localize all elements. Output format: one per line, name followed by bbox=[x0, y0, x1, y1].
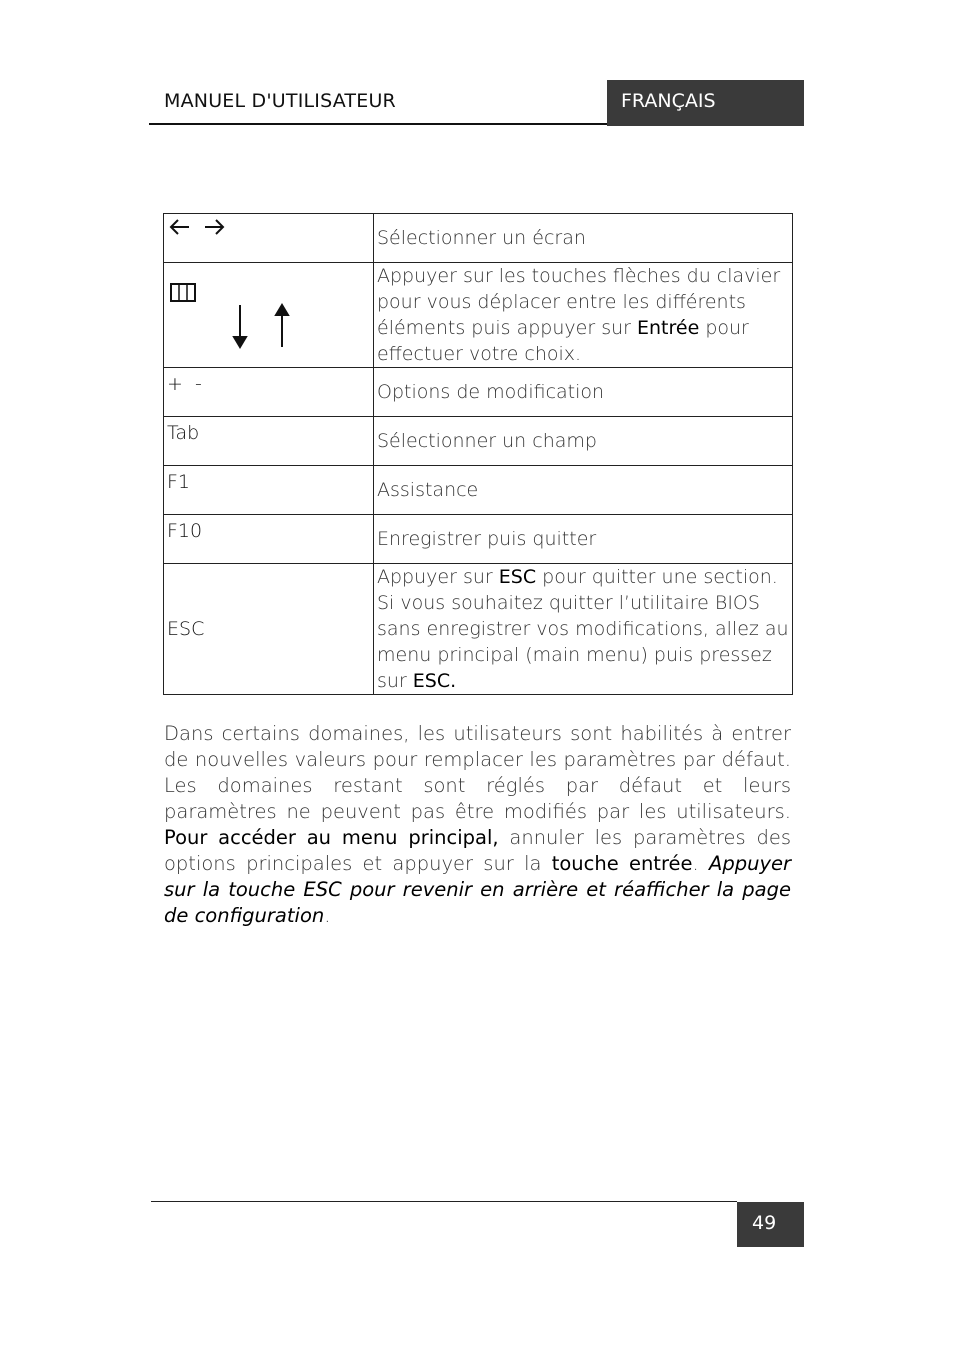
key-label: + - bbox=[167, 373, 202, 395]
key-cell bbox=[164, 368, 374, 417]
table-row bbox=[164, 263, 793, 368]
description-cell: Sélectionner un écran bbox=[374, 214, 793, 263]
arrow-up-icon bbox=[276, 305, 288, 347]
header-rule bbox=[149, 123, 607, 125]
arrow-down-icon bbox=[234, 305, 246, 347]
table-row bbox=[164, 564, 793, 695]
key-label: F1 bbox=[167, 471, 191, 493]
table-row bbox=[164, 417, 793, 466]
keyboard-icon bbox=[169, 281, 199, 303]
key-label: Tab bbox=[167, 422, 200, 444]
footer-rule bbox=[151, 1201, 737, 1202]
key-cell bbox=[164, 564, 374, 695]
table-row bbox=[164, 466, 793, 515]
bios-keys-table bbox=[163, 213, 793, 695]
key-cell bbox=[164, 466, 374, 515]
body-paragraph: Dans certains domaines, les utilisateurs sont habilités à entrer de nouvelles valeurs pour remplacer les paramètres par défaut. Les domaines restant sont réglés par défaut et leurs paramètres ne peuvent pas être modifiés par les utilisateurs. Pour accéder au menu principal, annuler les paramètres des options principales et appuyer sur la touche entrée. Appuyer sur la touche ESC pour revenir en arrière et réafficher la page de configuration. bbox=[164, 722, 792, 927]
description-cell: Appuyer sur les touches flèches du clavier pour vous déplacer entre les différents éléments puis appuyer sur Entrée pour effectuer votre choix. bbox=[374, 263, 793, 368]
key-cell bbox=[164, 214, 374, 263]
page-number: 49 bbox=[737, 1202, 804, 1247]
arrow-left-icon bbox=[171, 220, 189, 234]
table-row bbox=[164, 515, 793, 564]
key-label: F10 bbox=[167, 520, 203, 542]
key-cell bbox=[164, 515, 374, 564]
arrow-right-icon bbox=[205, 220, 223, 234]
left-right-arrows bbox=[167, 214, 227, 245]
manual-title: MANUEL D'UTILISATEUR bbox=[164, 90, 396, 112]
table-row bbox=[164, 214, 793, 263]
language-badge: FRANÇAIS bbox=[607, 80, 804, 126]
key-cell bbox=[164, 263, 374, 368]
description-cell: Options de modification bbox=[374, 368, 793, 417]
key-cell bbox=[164, 417, 374, 466]
description-cell: Enregistrer puis quitter bbox=[374, 515, 793, 564]
key-label: ESC bbox=[167, 618, 205, 640]
description-cell: Assistance bbox=[374, 466, 793, 515]
table-row bbox=[164, 368, 793, 417]
description-cell: Sélectionner un champ bbox=[374, 417, 793, 466]
description-cell: Appuyer sur ESC pour quitter une section. Si vous souhaitez quitter l’utilitaire BIOS sans enregistrer vos modifications, allez au menu principal (main menu) puis pressez sur ESC. bbox=[374, 564, 793, 695]
